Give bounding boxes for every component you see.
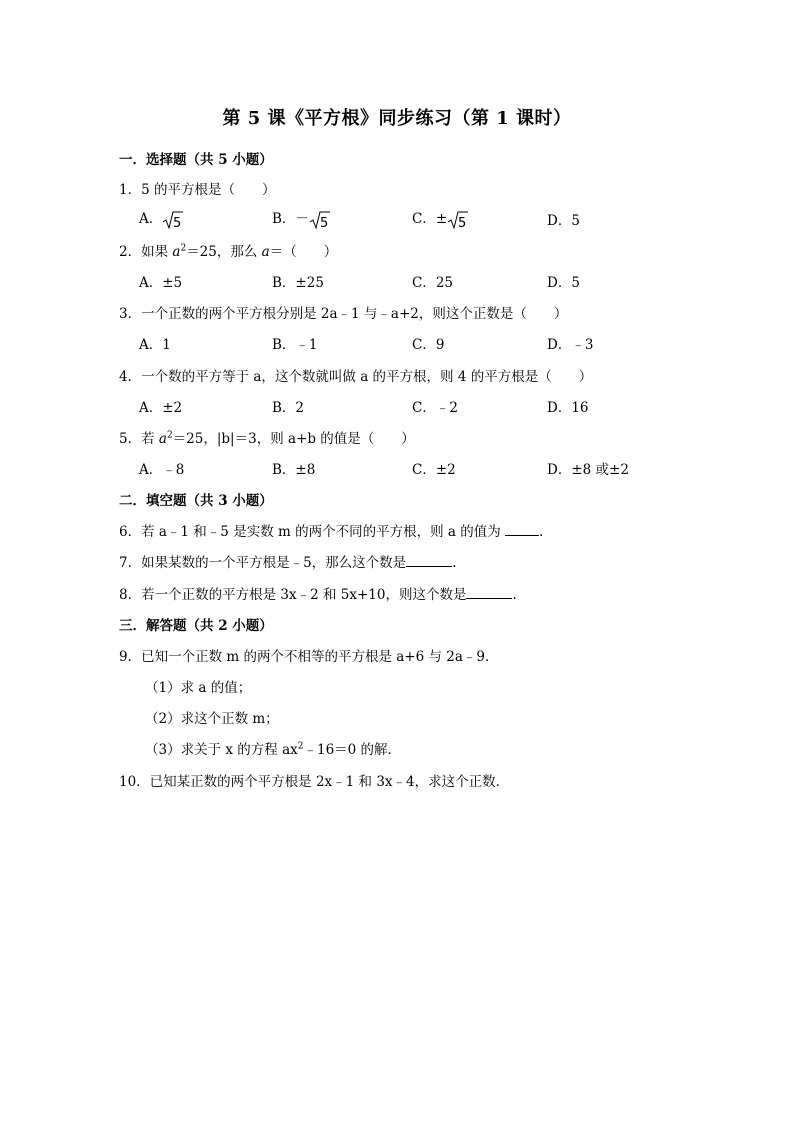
question-2-option-d: D．5	[547, 275, 580, 291]
question-2-stem: 2．如果 $a^2=25$，那么 a＝（ ）	[119, 243, 338, 260]
sqrt-icon	[447, 210, 469, 230]
question-9-part-1: （1）求 a 的值；	[145, 680, 252, 696]
question-4-stem: 4．一个数的平方等于 a，这个数就叫做 a 的平方根，则 4 的平方根是（ ）	[119, 369, 593, 385]
question-5-option-c: C．±2	[412, 462, 456, 478]
question-3-option-d: D．﹣3	[547, 337, 594, 353]
answer-blank[interactable]	[466, 586, 512, 599]
question-4-option-c: C．﹣2	[412, 400, 458, 416]
question-1-option-b: B．－ 5	[272, 207, 331, 230]
page-title: 第 5 课《平方根》同步练习（第 1 课时）	[222, 108, 572, 129]
sqrt-icon	[162, 210, 184, 230]
question-8: 8．若一个正数的平方根是 3x﹣2 和 5x+10，则这个数是 .	[119, 587, 517, 603]
sqrt-icon	[309, 210, 331, 230]
question-3-option-b: B．﹣1	[272, 337, 318, 353]
question-7: 7．如果某数的一个平方根是﹣5，那么这个数是 .	[119, 555, 457, 571]
question-4-option-b: B．2	[272, 400, 305, 416]
question-2-option-a: A．±5	[139, 275, 183, 291]
question-9-part-3: （3）求关于 x 的方程 $ax^2﹣16=0$ 的解．	[145, 741, 402, 758]
section-heading-solve: 三．解答题（共 2 小题）	[119, 618, 273, 634]
question-4-option-a: A．±2	[139, 400, 183, 416]
question-9-stem: 9．已知一个正数 m 的两个不相等的平方根是 a+6 与 2a﹣9．	[119, 649, 499, 665]
question-1-stem: 1．5 的平方根是（ ）	[119, 182, 276, 198]
question-5-stem: 5．若 $a^2=25$，|b|＝3，则 a+b 的值是（ ）	[119, 430, 415, 447]
answer-blank[interactable]	[505, 523, 539, 536]
section-heading-choice: 一．选择题（共 5 小题）	[119, 152, 273, 168]
answer-blank[interactable]	[406, 554, 452, 567]
question-2-option-b: B．±25	[272, 275, 324, 291]
question-1-option-c: C．± 5	[412, 207, 469, 230]
section-heading-fill: 二．填空题（共 3 小题）	[119, 493, 273, 509]
svg-text:5: 5	[173, 215, 182, 230]
question-3-option-a: A．1	[139, 337, 171, 353]
question-1-option-d: D．5	[547, 213, 580, 229]
question-5-option-a: A．﹣8	[139, 462, 185, 478]
question-5-option-b: B．±8	[272, 462, 316, 478]
question-9-part-2: （2）求这个正数 m；	[145, 711, 279, 727]
question-4-option-d: D．16	[547, 400, 589, 416]
svg-text:5: 5	[458, 215, 467, 230]
question-2-option-c: C．25	[412, 275, 454, 291]
svg-text:5: 5	[319, 215, 329, 230]
question-1-option-a: A． 5	[139, 207, 184, 230]
question-6: 6．若 a﹣1 和﹣5 是实数 m 的两个不同的平方根，则 a 的值为 .	[119, 524, 544, 540]
question-3-stem: 3．一个正数的两个平方根分别是 2a﹣1 与﹣a+2，则这个正数是（ ）	[119, 306, 568, 322]
question-3-option-c: C．9	[412, 337, 445, 353]
question-10-stem: 10．已知某正数的两个平方根是 2x﹣1 和 3x﹣4，求这个正数．	[119, 774, 510, 790]
question-5-option-d: D．±8 或±2	[547, 462, 629, 478]
